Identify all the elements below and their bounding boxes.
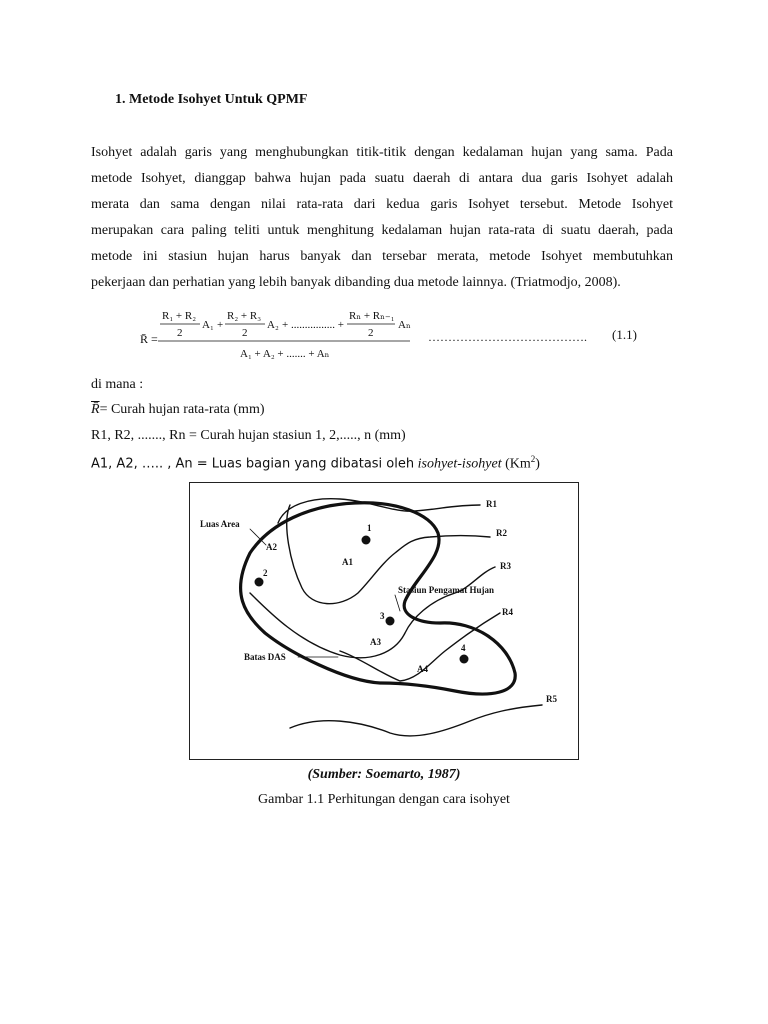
pointer-stasiun xyxy=(395,595,400,611)
formula-term2-area: A₂ xyxy=(267,319,279,331)
station-4 xyxy=(460,655,469,664)
legend-r-bar xyxy=(91,402,265,418)
isohyet-figure xyxy=(189,482,579,760)
label-station-4: 4 xyxy=(461,643,466,653)
label-a3: A3 xyxy=(370,637,381,647)
formula-term1-numerator: R₁ + R₂ xyxy=(162,310,197,322)
a-line-unit-close: ) xyxy=(535,456,540,472)
label-station-1: 1 xyxy=(367,523,372,533)
formula-termn-numerator: Rₙ + Rₙ₋₁ xyxy=(349,310,395,322)
formula-denominator: A₁ + A₂ + ....... + Aₙ xyxy=(240,348,330,360)
label-a2: A2 xyxy=(266,542,277,552)
section-heading: 1. Metode Isohyet Untuk QPMF xyxy=(115,92,308,107)
station-3 xyxy=(386,617,395,626)
isohyet-map xyxy=(190,483,578,759)
label-r5: R5 xyxy=(546,694,557,704)
paragraph-line: metode ini stasiun hujan harus banyak dan tersebar merata, metode Isohyet membutuhkan xyxy=(91,249,673,264)
formula-term2-numerator: R₂ + R₃ xyxy=(227,310,262,322)
a-line-unit-open: (Km xyxy=(505,456,531,472)
label-luas-area: Luas Area xyxy=(200,519,240,529)
label-station-3: 3 xyxy=(380,611,385,621)
legend-intro: di mana : xyxy=(91,377,144,392)
formula-termn-denominator: 2 xyxy=(368,327,374,339)
paragraph-line: pekerjaan dan perhatian yang lebih banyak dibanding dua metode lainnya. (Triatmodjo, 2008). xyxy=(91,275,621,290)
formula-term2-denominator: 2 xyxy=(242,327,248,339)
r-bar-text: = Curah hujan rata-rata (mm) xyxy=(99,402,265,417)
a-line-prefix: A1, A2, ….. , An = Luas bagian yang dibatasi oleh xyxy=(91,456,415,472)
formula-lhs: R̄ = xyxy=(140,332,158,346)
body-paragraph xyxy=(91,140,673,296)
r-bar-symbol: R̄ xyxy=(91,402,100,417)
legend-a-line xyxy=(91,454,540,473)
station-2 xyxy=(255,578,264,587)
formula-leader: …………………………………. xyxy=(428,330,587,344)
isohyet-formula xyxy=(140,303,660,361)
watershed-boundary xyxy=(241,503,516,694)
formula-termn-area: Aₙ xyxy=(398,319,411,331)
station-1 xyxy=(362,536,371,545)
label-a1: A1 xyxy=(342,557,353,567)
paragraph-line: merupakan cara paling teliti untuk menghitung kedalaman hujan rata-rata di suatu daerah, pada xyxy=(91,223,673,238)
formula-term1-denominator: 2 xyxy=(177,327,183,339)
formula-dots: + ................ + xyxy=(282,319,344,331)
isohyet-line-r5 xyxy=(290,705,542,736)
formula-plus: + xyxy=(217,319,224,331)
a-line-italic: isohyet-isohyet xyxy=(417,456,502,472)
label-a4: A4 xyxy=(417,664,428,674)
label-station-2: 2 xyxy=(263,568,268,578)
formula-number: (1.1) xyxy=(612,327,637,342)
label-r4: R4 xyxy=(502,607,513,617)
figure-caption: Gambar 1.1 Perhitungan dengan cara isohyet xyxy=(258,792,510,807)
a-line-unit-sup: 2 xyxy=(530,454,536,464)
label-batas-das: Batas DAS xyxy=(244,652,286,662)
paragraph-line: merata dan sama dengan nilai rata-rata dari kedua garis Isohyet tersebut. Metode Isohyet xyxy=(91,197,673,212)
label-r1: R1 xyxy=(486,499,497,509)
paragraph-line: Isohyet adalah garis yang menghubungkan titik-titik dengan kedalaman hujan yang sama. Pada xyxy=(91,145,673,160)
legend-r-line: R1, R2, ......., Rn = Curah hujan stasiun 1, 2,....., n (mm) xyxy=(91,428,406,443)
formula-term1-area: A₁ xyxy=(202,319,214,331)
label-stasiun: Stasiun Pengamat Hujan xyxy=(398,585,495,595)
figure-source: (Sumber: Soemarto, 1987) xyxy=(307,767,461,782)
paragraph-line: metode Isohyet, dianggap bahwa hujan pada suatu daerah di antara dua garis Isohyet adalah xyxy=(91,171,673,186)
label-r2: R2 xyxy=(496,528,507,538)
label-r3: R3 xyxy=(500,561,511,571)
